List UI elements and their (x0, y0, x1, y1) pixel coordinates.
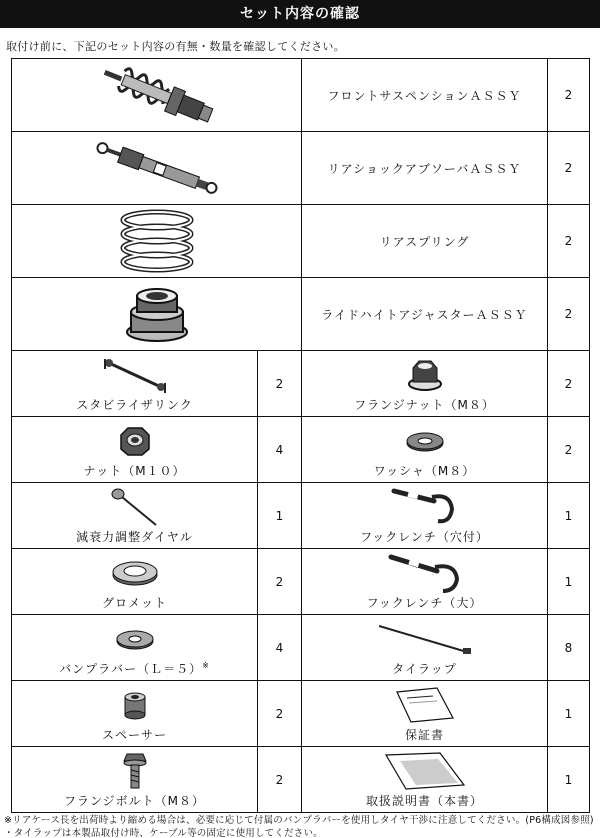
part-qty: 2 (548, 278, 590, 351)
part-qty: 2 (548, 351, 590, 417)
footnote-tie-wrap: ・タイラップは本製品取付け時、ケーブル等の固定に使用してください。 (4, 828, 323, 838)
part-name: 取扱説明書（本書） (365, 794, 483, 808)
part-qty: 1 (548, 483, 590, 549)
instruction-manual-icon (380, 751, 470, 791)
part-name: ワッシャ（M８） (373, 464, 476, 478)
part-name: フロントサスペンションＡＳＳＹ (302, 59, 548, 132)
part-qty: 1 (548, 747, 590, 813)
part-name: 保証書 (404, 728, 444, 742)
part-name: ライドハイトアジャスターＡＳＳＹ (302, 278, 548, 351)
part-name: タイラップ (392, 662, 457, 676)
part-name: フランジボルト（M８） (63, 794, 206, 808)
table-row (12, 132, 590, 205)
damping-dial-icon (110, 487, 160, 527)
rear-spring-icon (112, 208, 202, 274)
tie-wrap-icon (375, 622, 475, 656)
part-qty: 1 (548, 549, 590, 615)
intro-text: 取付け前に、下記のセット内容の有無・数量を確認してください。 (6, 40, 345, 53)
nut-icon (118, 425, 152, 457)
footnote-bump-rubber: ※リアケース長を出荷時より縮める場合は、必要に応じて付属のバンプラバーを使用しタイヤ干渉に注意してください。(P6構成図参照) (4, 815, 594, 826)
table-row (12, 278, 590, 351)
table-row (12, 205, 590, 278)
table-row (12, 549, 590, 615)
stabilizer-link-icon (103, 357, 167, 393)
part-name: グロメット (101, 596, 167, 610)
bump-rubber-icon (115, 628, 155, 650)
part-name: フックレンチ（大） (366, 596, 483, 610)
flange-nut-icon (407, 358, 443, 392)
part-name: リアスプリング (302, 205, 548, 278)
table-row (12, 483, 590, 549)
part-qty: 2 (548, 59, 590, 132)
table-row (12, 615, 590, 681)
part-qty: 2 (548, 417, 590, 483)
warranty-card-icon (393, 686, 457, 724)
part-qty: 2 (258, 681, 302, 747)
table-row (12, 681, 590, 747)
parts-table (11, 58, 590, 813)
part-name: 減衰力調整ダイヤル (76, 530, 193, 544)
table-row (12, 351, 590, 417)
part-name: バンプラバー（Ｌ＝５） (59, 662, 203, 676)
part-qty: 2 (258, 549, 302, 615)
part-qty: 1 (548, 681, 590, 747)
ride-height-adjuster-icon (122, 282, 192, 346)
front-suspension-icon (92, 61, 222, 129)
part-name: ナット（M１０） (83, 464, 186, 478)
table-row (12, 417, 590, 483)
hook-wrench-with-hole-icon (390, 487, 460, 527)
page-title: セット内容の確認 (0, 0, 600, 28)
part-qty: 2 (258, 351, 302, 417)
part-name: フックレンチ（穴付） (360, 530, 489, 544)
table-row (12, 747, 590, 813)
washer-icon (405, 430, 445, 452)
part-qty: 2 (258, 747, 302, 813)
spacer-icon (122, 689, 148, 721)
part-qty: 8 (548, 615, 590, 681)
part-qty: 4 (258, 615, 302, 681)
part-qty: 1 (258, 483, 302, 549)
part-name: フランジナット（M８） (354, 398, 495, 412)
table-row (12, 59, 590, 132)
flange-bolt-icon (122, 752, 148, 790)
part-name: スタビライザリンク (76, 398, 193, 412)
note-mark: ※ (202, 661, 210, 670)
part-name: リアショックアブソーバＡＳＳＹ (302, 132, 548, 205)
part-qty: 2 (548, 205, 590, 278)
hook-wrench-large-icon (387, 553, 463, 593)
grommet-icon (111, 559, 159, 587)
part-qty: 4 (258, 417, 302, 483)
rear-shock-absorber-icon (89, 135, 225, 201)
part-name: スペーサー (101, 728, 167, 742)
part-qty: 2 (548, 132, 590, 205)
